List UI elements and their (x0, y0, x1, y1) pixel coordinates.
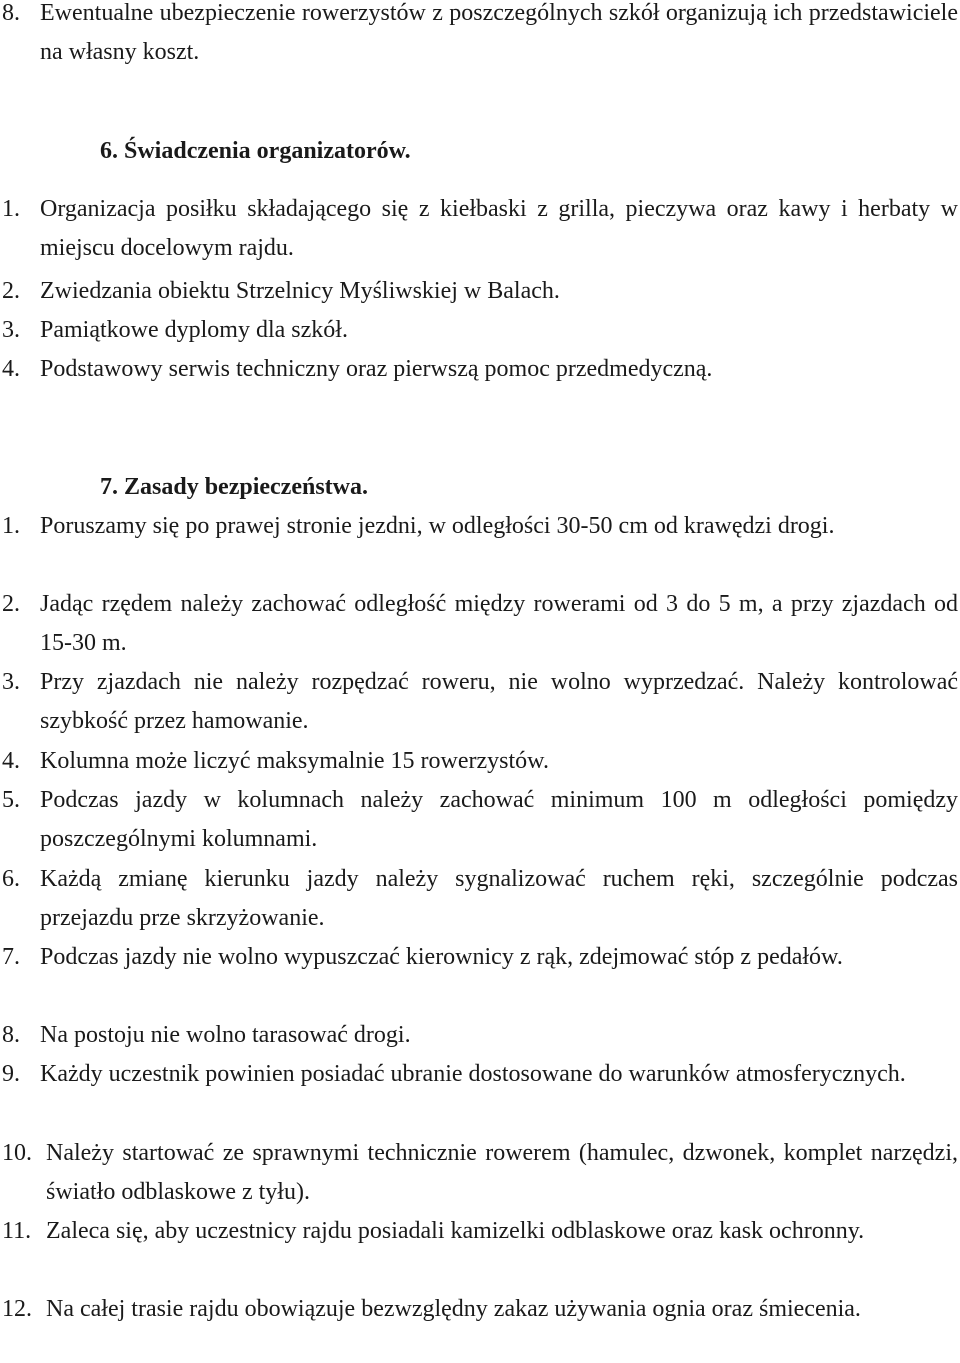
list-item (0, 350, 958, 389)
list-item-number: 1. (2, 513, 20, 539)
list-item (0, 1212, 958, 1251)
list-item-number: 9. (2, 1061, 20, 1087)
list-item-number: 11. (2, 1218, 32, 1244)
list-item-number: 12. (2, 1296, 32, 1322)
list-item-text: Na postoju nie wolno tarasować drogi. (40, 1022, 411, 1048)
list-item-number: 3. (2, 669, 20, 695)
list-item-number: 8. (2, 1022, 20, 1048)
list-item (0, 272, 958, 311)
list-item-text: Poruszamy się po prawej stronie jezdni, w odległości 30-50 cm od krawędzi drogi. (40, 513, 835, 539)
list-item-number: 4. (2, 748, 20, 774)
section-heading: 6. Świadczenia organizatorów. (100, 138, 411, 164)
list-item (0, 1055, 958, 1094)
list-item (0, 311, 958, 350)
list-item-number: 7. (2, 944, 20, 970)
list-item-number: 4. (2, 356, 20, 382)
list-item (0, 1290, 958, 1329)
list-item-text: Organizacja posiłku składającego się z kiełbaski z grilla, pieczywa oraz kawy i herbaty w miejscu docelowym rajdu. (40, 196, 958, 261)
list-item-text: Kolumna może liczyć maksymalnie 15 rowerzystów. (40, 748, 549, 774)
list-item-text: Zaleca się, aby uczestnicy rajdu posiadali kamizelki odblaskowe oraz kask ochronny. (46, 1218, 865, 1244)
list-item-text: Na całej trasie rajdu obowiązuje bezwzględny zakaz używania ognia oraz śmiecenia. (46, 1296, 861, 1322)
list-item-number: 1. (2, 196, 20, 222)
list-item (0, 860, 958, 938)
list-item-number: 2. (2, 278, 20, 304)
list-item (0, 938, 958, 977)
list-item-number: 6. (2, 866, 20, 892)
list-item-text: Podczas jazdy w kolumnach należy zachować minimum 100 m odległości pomiędzy poszczególnymi kolumnami. (40, 787, 958, 852)
list-item-text: Należy startować ze sprawnymi technicznie rowerem (hamulec, dzwonek, komplet narzędzi, światło odblaskowe z tyłu). (46, 1140, 958, 1205)
list-item (0, 1134, 958, 1212)
list-item-text: Podczas jazdy nie wolno wypuszczać kierownicy z rąk, zdejmować stóp z pedałów. (40, 944, 843, 970)
list-item-number: 5. (2, 787, 20, 813)
list-item-text: Każdy uczestnik powinien posiadać ubranie dostosowane do warunków atmosferycznych. (40, 1061, 906, 1087)
list-item (0, 507, 958, 546)
list-item-text: Podstawowy serwis techniczny oraz pierwszą pomoc przedmedyczną. (40, 356, 713, 382)
list-item-text: Ewentualne ubezpieczenie rowerzystów z poszczególnych szkół organizują ich przedstawiciele na własny koszt. (40, 0, 958, 65)
list-item (0, 585, 958, 663)
list-item-text: Pamiątkowe dyplomy dla szkół. (40, 317, 348, 343)
list-item-number: 2. (2, 591, 20, 617)
list-item (0, 663, 958, 741)
list-item-number: 10. (2, 1140, 32, 1166)
list-item-text: Każdą zmianę kierunku jazdy należy sygnalizować ruchem ręki, szczególnie podczas przejazdu prze skrzyżowanie. (40, 866, 958, 931)
section-heading: 7. Zasady bezpieczeństwa. (100, 474, 368, 500)
list-item-text: Zwiedzania obiektu Strzelnicy Myśliwskiej w Balach. (40, 278, 560, 304)
list-item-text: Przy zjazdach nie należy rozpędzać roweru, nie wolno wyprzedzać. Należy kontrolować szybkość przez hamowanie. (40, 669, 958, 734)
list-item (0, 742, 958, 781)
list-item-number: 8. (2, 0, 20, 26)
list-item (0, 781, 958, 859)
list-item-text: Jadąc rzędem należy zachować odległość między rowerami od 3 do 5 m, a przy zjazdach od 15-30 m. (40, 591, 958, 656)
list-item (0, 1016, 958, 1055)
list-item (0, 190, 958, 268)
list-item (0, 0, 958, 72)
list-item-number: 3. (2, 317, 20, 343)
